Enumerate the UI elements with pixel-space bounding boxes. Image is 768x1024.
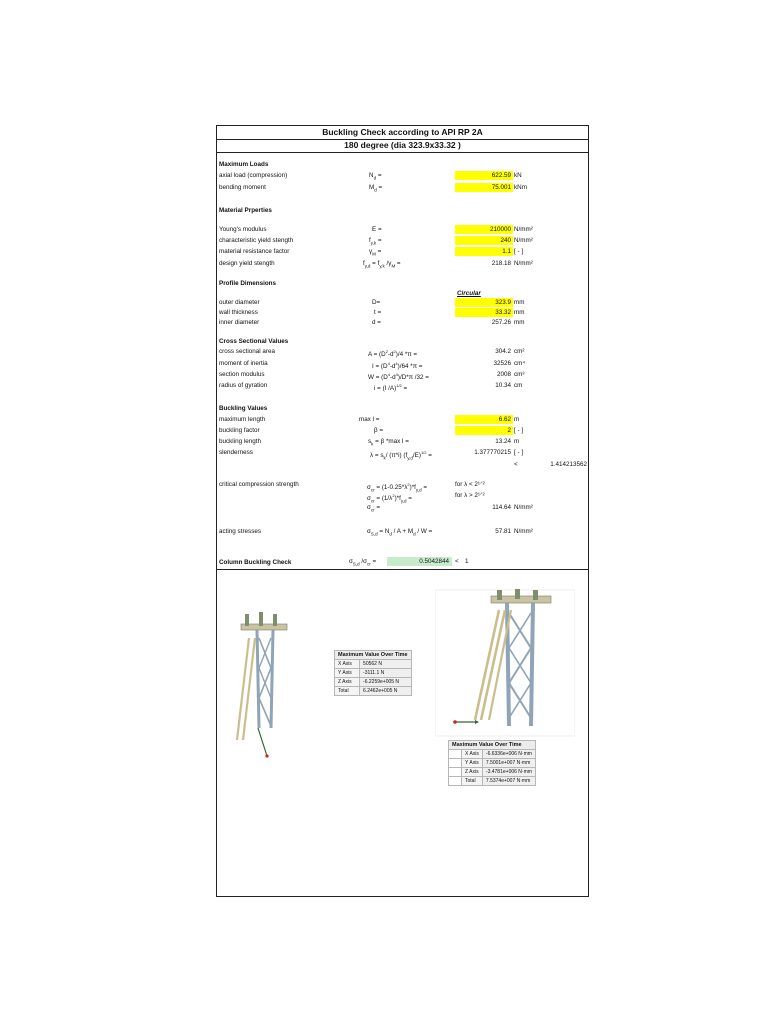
moment-table-header: Maximum Value Over Time bbox=[449, 741, 536, 750]
profile-heading: Profile Dimensions bbox=[219, 280, 277, 287]
buckling-check-formula: $\sigma_{S,d}$ $/\sigma_{cr}$ = bbox=[349, 558, 377, 567]
inner-diameter-symbol: d = bbox=[372, 319, 381, 326]
row-checkbox[interactable] bbox=[449, 768, 462, 777]
force-row-label: Y Axis bbox=[335, 669, 360, 678]
inertia-unit: cm⁴ bbox=[514, 360, 526, 367]
wall-thickness-label: wall thickness bbox=[219, 309, 258, 316]
loads-heading: Maximum Loads bbox=[219, 161, 269, 168]
buckling-length-label: buckling length bbox=[219, 438, 262, 445]
buckling-factor-unit: [ - ] bbox=[514, 427, 524, 434]
moment-max-table bbox=[448, 740, 536, 786]
modulus-unit: cm³ bbox=[514, 371, 525, 378]
critical-unit: N/mm² bbox=[514, 504, 533, 511]
buckling-check-label: Column Buckling Check bbox=[219, 559, 292, 566]
modulus-label: section modulus bbox=[219, 371, 265, 378]
design-yield-label: design yield stength bbox=[219, 260, 275, 267]
buckling-factor-symbol: β = bbox=[374, 427, 384, 434]
sheet-subtitle: 180 degree (dia 323.9x33.32 ) bbox=[217, 139, 588, 153]
youngs-modulus-value[interactable]: 210000 bbox=[489, 226, 511, 233]
slenderness-unit: [ - ] bbox=[514, 449, 524, 456]
section-heading: Cross Sectional Values bbox=[219, 338, 289, 345]
bending-moment-unit: kNm bbox=[514, 184, 527, 191]
buckling-factor-label: buckling factor bbox=[219, 427, 260, 434]
outer-diameter-label: outer diameter bbox=[219, 299, 260, 306]
area-value: 304.2 bbox=[495, 348, 511, 355]
buckling-check-limit: 1 bbox=[465, 558, 469, 565]
inertia-value: 32526 bbox=[493, 360, 511, 367]
youngs-modulus-unit: N/mm² bbox=[514, 226, 533, 233]
max-length-label: maximum length bbox=[219, 416, 266, 423]
critical-condition-2: for λ > 2¹ᐟ² bbox=[455, 492, 485, 499]
axial-load-symbol: $N_d$ = bbox=[369, 172, 382, 181]
bending-moment-symbol: $M_d$ = bbox=[369, 184, 383, 193]
force-table-header: Maximum Value Over Time bbox=[335, 651, 412, 660]
max-length-value[interactable]: 6.62 bbox=[498, 416, 511, 423]
gyration-formula: i = (I /A)$^{1/2}$ = bbox=[374, 383, 408, 393]
wall-thickness-value[interactable]: 33.32 bbox=[495, 309, 511, 316]
area-unit: cm² bbox=[514, 348, 525, 355]
buckling-length-value: 13.24 bbox=[495, 438, 511, 445]
inertia-formula: $I = (D^4-d^4)/64$ *π = bbox=[372, 361, 423, 371]
moment-row-label: X Axis bbox=[462, 750, 483, 759]
max-length-unit: m bbox=[514, 416, 520, 423]
moment-row-label: Y Axis bbox=[462, 759, 483, 768]
acting-stress-label: acting stresses bbox=[219, 528, 261, 535]
resistance-factor-value[interactable]: 1.1 bbox=[502, 248, 511, 255]
moment-row-label: Total bbox=[462, 777, 483, 786]
youngs-modulus-symbol: E = bbox=[372, 226, 382, 233]
gyration-value: 10.34 bbox=[495, 382, 511, 389]
buckling-heading: Buckling Values bbox=[219, 405, 268, 412]
slenderness-label: slenderness bbox=[219, 449, 253, 456]
buckling-check-compare: < bbox=[455, 558, 459, 565]
force-row-value: 50562 N bbox=[360, 660, 412, 669]
moment-row-value: -6.6336e+006 N·mm bbox=[482, 750, 535, 759]
moment-row-value: 7.5001e+007 N·mm bbox=[482, 759, 535, 768]
bending-moment-value[interactable]: 75.001 bbox=[491, 184, 511, 191]
axial-load-unit: kN bbox=[514, 172, 522, 179]
fe-model-right-image bbox=[435, 588, 575, 738]
inertia-label: moment of inertia bbox=[219, 360, 268, 367]
yield-strength-symbol: $f_{y,k}$ = bbox=[369, 237, 382, 246]
buckling-check-value: 0.5042844 bbox=[419, 558, 449, 565]
critical-strength-label: critical compression strength bbox=[219, 481, 299, 488]
material-heading: Material Prperties bbox=[219, 207, 272, 214]
inner-diameter-label: inner diameter bbox=[219, 319, 260, 326]
resistance-factor-unit: [ - ] bbox=[514, 248, 524, 255]
yield-strength-label: characteristic yield stength bbox=[219, 237, 294, 244]
acting-stress-formula: $\sigma_{S,d} = N_d / A + M_d / W$ = bbox=[367, 528, 433, 537]
force-row-label: X Axis bbox=[335, 660, 360, 669]
modulus-value: 2008 bbox=[496, 371, 511, 378]
axial-load-value[interactable]: 622.59 bbox=[491, 172, 511, 179]
slenderness-compare: < bbox=[514, 461, 518, 468]
acting-stress-unit: N/mm² bbox=[514, 528, 533, 535]
gyration-unit: cm bbox=[514, 382, 523, 389]
critical-condition-1: for λ < 2¹ᐟ² bbox=[455, 481, 485, 488]
yield-strength-value[interactable]: 240 bbox=[500, 237, 511, 244]
critical-symbol: $\sigma_{cr}$ = bbox=[367, 504, 381, 513]
fe-model-left-image bbox=[229, 608, 309, 760]
buckling-length-unit: m bbox=[514, 438, 520, 445]
slenderness-value: 1.377770215 bbox=[474, 449, 511, 456]
area-formula: $A = (D^2-d^2)/4$ *π = bbox=[368, 349, 418, 359]
bending-moment-label: bending moment bbox=[219, 184, 266, 191]
yield-strength-unit: N/mm² bbox=[514, 237, 533, 244]
outer-diameter-value[interactable]: 323.9 bbox=[495, 299, 511, 306]
design-yield-unit: N/mm² bbox=[514, 260, 533, 267]
slenderness-formula: $\lambda = s_k/$ (π*i) $(f_{y,d}/E)^{1/2}$ = bbox=[370, 450, 432, 461]
force-row-label: Total bbox=[335, 687, 360, 696]
force-row-value: -3111.1 N bbox=[360, 669, 412, 678]
critical-formula-2: $\sigma_{cr} = (1/\lambda^2)*f_{y,d}$ = bbox=[367, 493, 412, 504]
modulus-formula: $W = (D^4-d^4)/D*\pi$ /32 = bbox=[368, 372, 429, 382]
moment-row-value: 7.5374e+007 N·mm bbox=[482, 777, 535, 786]
outer-diameter-symbol: D= bbox=[372, 299, 381, 306]
axial-load-label: axial load (compression) bbox=[219, 172, 288, 179]
buckling-factor-value[interactable]: 2 bbox=[507, 427, 511, 434]
slenderness-limit: 1.414213562 bbox=[550, 461, 587, 468]
row-checkbox[interactable] bbox=[449, 750, 462, 759]
gyration-label: radius of gyration bbox=[219, 382, 268, 389]
force-row-value: -6.2259e+005 N bbox=[360, 678, 412, 687]
force-row-value: 6.2462e+005 N bbox=[360, 687, 412, 696]
buckling-length-formula: $s_k = \beta$ *max l = bbox=[368, 438, 409, 447]
critical-value: 114.64 bbox=[492, 504, 511, 511]
force-max-table bbox=[334, 650, 412, 696]
design-yield-value: 218.18 bbox=[491, 260, 511, 267]
row-checkbox[interactable] bbox=[449, 759, 462, 768]
resistance-factor-label: material resistance factor bbox=[219, 248, 290, 255]
left-tower-graphic bbox=[237, 612, 287, 758]
right-tower-graphic bbox=[435, 589, 575, 736]
critical-formula-1: $\sigma_{cr} = (1-0.25*\lambda^2)*f_{y,d}$ = bbox=[367, 482, 428, 493]
acting-stress-value: 57.81 bbox=[495, 528, 511, 535]
profile-type-header: Circular bbox=[457, 290, 481, 297]
wall-thickness-symbol: t = bbox=[374, 309, 382, 316]
calculation-sheet bbox=[216, 125, 589, 897]
design-yield-formula: $f_{y,d} = f_{y,k}$ $/\gamma_M$ = bbox=[363, 260, 401, 269]
sheet-title: Buckling Check according to API RP 2A bbox=[217, 126, 588, 140]
inner-diameter-unit: mm bbox=[514, 319, 525, 326]
force-row-label: Z Axis bbox=[335, 678, 360, 687]
row-checkbox[interactable] bbox=[449, 777, 462, 786]
max-length-symbol: max l = bbox=[359, 416, 380, 423]
wall-thickness-unit: mm bbox=[514, 309, 525, 316]
outer-diameter-unit: mm bbox=[514, 299, 525, 306]
moment-row-label: Z Axis bbox=[462, 768, 483, 777]
moment-row-value: -3.4781e+006 N·mm bbox=[482, 768, 535, 777]
area-label: cross sectional area bbox=[219, 348, 275, 355]
inner-diameter-value: 257.26 bbox=[491, 319, 511, 326]
sheet-divider bbox=[217, 569, 588, 570]
resistance-factor-symbol: $\gamma_M$ = bbox=[369, 248, 382, 257]
youngs-modulus-label: Young's modulus bbox=[219, 226, 267, 233]
